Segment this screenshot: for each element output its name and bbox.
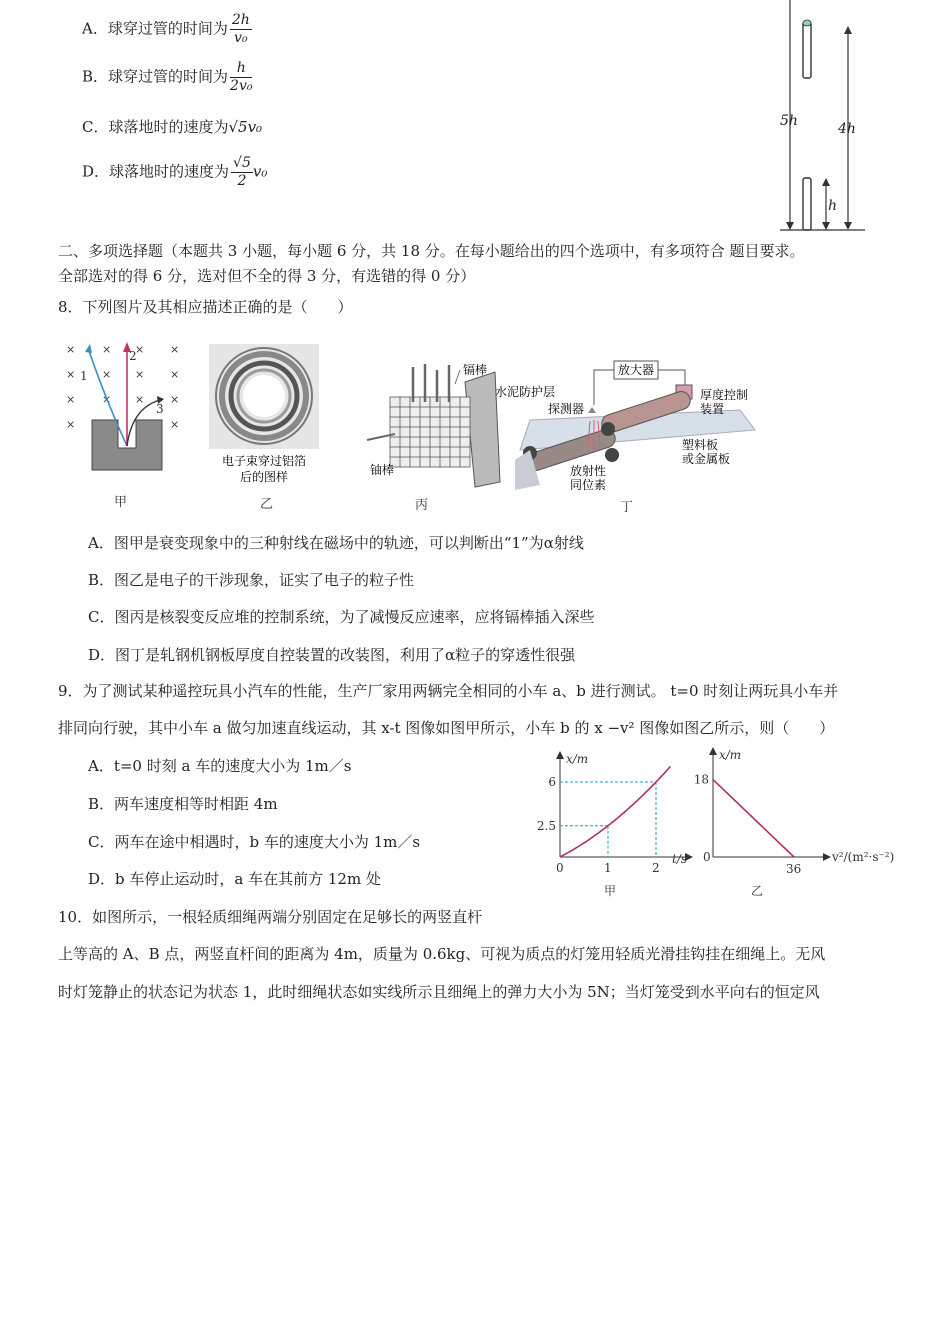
label-5h: 5h bbox=[780, 113, 798, 129]
q8-option-b: B．图乙是电子的干涉现象，证实了电子的粒子性 bbox=[88, 571, 415, 589]
q10-line2: 上等高的 A、B 点，两竖直杆间的距离为 4m，质量为 0.6kg、可视为质点的灯笼用轻质光滑挂钩挂在细绳上。无风 bbox=[58, 945, 826, 963]
x-axis-label: t/s bbox=[672, 852, 688, 866]
q9-option-d: D．b 车停止运动时，a 车在其前方 12m 处 bbox=[88, 870, 381, 888]
label-isotope-2: 同位素 bbox=[570, 478, 607, 492]
label-plate-1: 塑料板 bbox=[682, 438, 719, 452]
chart-yi-caption: 乙 bbox=[751, 884, 764, 898]
q7-option-a bbox=[82, 12, 252, 47]
q7-option-c-text: C．球落地时的速度为 bbox=[82, 118, 229, 136]
reactor-core-grid bbox=[390, 397, 470, 467]
x-tick-label: 0 bbox=[703, 850, 711, 864]
label-control-1: 厚度控制 bbox=[700, 388, 749, 402]
y-tick-label: 18 bbox=[693, 772, 709, 787]
q9-option-b: B．两车速度相等时相距 4m bbox=[88, 795, 278, 813]
magnetic-field-crosses bbox=[66, 343, 179, 431]
series-a-curve bbox=[560, 766, 670, 857]
q7-tube-figure bbox=[770, 0, 870, 236]
fig-yi-caption-2: 后的图样 bbox=[239, 470, 289, 484]
fraction: $\frac{√5}{2}$ bbox=[233, 155, 251, 189]
q10-line3: 时灯笼静止的状态记为状态 1，此时细绳状态如实线所示且细绳上的弹力大小为 5N；当灯笼受到水平向右的恒定风 bbox=[58, 983, 820, 1001]
label-plate-2: 或金属板 bbox=[682, 452, 731, 466]
svg-text:×: × bbox=[135, 343, 145, 356]
fraction: $\frac{h}{\text{2v₀}}$ bbox=[230, 60, 253, 94]
label-uranium: 铀棒 bbox=[370, 463, 395, 477]
q8-fig-ding bbox=[510, 355, 770, 520]
detector-icon bbox=[588, 407, 596, 413]
svg-text:×: × bbox=[102, 393, 112, 406]
q8-fig-yi bbox=[207, 342, 322, 512]
lower-tube bbox=[803, 178, 811, 230]
cadmium-rods bbox=[413, 364, 449, 402]
q9-option-a: A．t=0 时刻 a 车的速度大小为 1m／s bbox=[88, 757, 352, 775]
svg-text:×: × bbox=[66, 418, 76, 431]
label-isotope-1: 放射性 bbox=[570, 464, 607, 478]
label-4h: 4h bbox=[838, 121, 856, 137]
q9-line1: 9．为了测试某种遥控玩具小汽车的性能，生产厂家用两辆完全相同的小车 a、b 进行测试。 t=0 时刻让两玩具小车并 bbox=[58, 682, 839, 700]
y-tick-label: 2.5 bbox=[536, 818, 556, 833]
x-axis-label: v²/(m²·s⁻²) bbox=[832, 850, 895, 864]
q8-fig-jia bbox=[60, 338, 185, 518]
svg-text:×: × bbox=[66, 368, 76, 381]
q7-option-d-text: D．球落地时的速度为 bbox=[82, 162, 230, 181]
q8-option-a: A．图甲是衰变现象中的三种射线在磁场中的轨迹，可以判断出“1”为α射线 bbox=[88, 534, 584, 552]
q7-option-b-text: B．球穿过管的时间为 bbox=[82, 67, 229, 86]
section2-line2: 全部选对的得 6 分，选对但不全的得 3 分，有选错的得 0 分） bbox=[58, 267, 476, 285]
x-tick-label: 36 bbox=[786, 862, 802, 876]
svg-text:×: × bbox=[170, 418, 180, 431]
label-control-2: 装置 bbox=[700, 402, 725, 416]
fig-yi-caption-1: 电子束穿过铝箔 bbox=[221, 454, 307, 468]
x-tick-label: 0 bbox=[556, 861, 564, 875]
ray-3-label: 3 bbox=[156, 402, 164, 416]
fig-bing-caption: 丙 bbox=[415, 498, 429, 513]
svg-text:×: × bbox=[135, 368, 145, 381]
upper-tube bbox=[803, 22, 811, 78]
ray-1-label: 1 bbox=[80, 369, 88, 383]
x-tick-label: 2 bbox=[652, 861, 660, 875]
q7-option-b bbox=[82, 60, 252, 95]
svg-text:×: × bbox=[170, 343, 180, 356]
q9-line2: 排同向行驶，其中小车 a 做匀加速直线运动，其 x-t 图像如图甲所示，小车 b 的 x −v² 图像如图乙所示，则（ ） bbox=[58, 719, 835, 737]
fig-yi-caption: 乙 bbox=[260, 497, 274, 512]
label-detector: 探测器 bbox=[548, 402, 585, 416]
ball bbox=[803, 20, 811, 26]
chart-jia-caption: 甲 bbox=[604, 884, 617, 898]
ray-2-label: 2 bbox=[129, 349, 137, 363]
y-axis-label: x/m bbox=[566, 752, 589, 766]
q9-chart-jia bbox=[530, 745, 700, 900]
svg-text:×: × bbox=[102, 343, 112, 356]
q7-option-d: D．球落地时的速度为 $\frac{√5}{2}$ v₀ bbox=[82, 155, 268, 189]
q8-fig-bing bbox=[365, 362, 556, 517]
q10-line1: 10．如图所示，一根轻质细绳两端分别固定在足够长的两竖直杆 bbox=[58, 908, 483, 926]
label-cadmium: 镉棒 bbox=[463, 363, 488, 377]
q8-option-d: D．图丁是轧钢机钢板厚度自控装置的改装图，利用了α粒子的穿透性很强 bbox=[88, 646, 576, 664]
fig-jia-caption: 甲 bbox=[114, 495, 128, 510]
section2-line1: 二、多项选择题（本题共 3 小题，每小题 6 分，共 18 分。在每小题给出的四个选项中，有多项符合 题目要求。 bbox=[58, 242, 805, 260]
svg-text:×: × bbox=[170, 368, 180, 381]
svg-text:×: × bbox=[170, 393, 180, 406]
label-concrete: 水泥防护层 bbox=[495, 385, 556, 399]
q8-stem: 8．下列图片及其相应描述正确的是（ ） bbox=[58, 298, 353, 316]
q7-option-a-text: A．球穿过管的时间为 bbox=[82, 19, 228, 38]
svg-text:×: × bbox=[102, 368, 112, 381]
q8-option-c: C．图丙是核裂变反应堆的控制系统，为了减慢反应速率，应将镉棒插入深些 bbox=[88, 608, 595, 626]
x-tick-label: 1 bbox=[604, 861, 612, 875]
q7-option-c-value: √5v₀ bbox=[228, 118, 263, 136]
diffraction-rings bbox=[243, 375, 285, 417]
y-tick-label: 6 bbox=[548, 775, 556, 789]
q7-option-c bbox=[82, 116, 262, 137]
series-b-line bbox=[713, 780, 794, 857]
label-amplifier: 放大器 bbox=[617, 363, 655, 377]
q9-option-c: C．两车在途中相遇时，b 车的速度大小为 1m／s bbox=[88, 833, 421, 851]
svg-text:×: × bbox=[135, 393, 145, 406]
q9-chart-yi bbox=[695, 745, 910, 900]
y-axis-label: x/m bbox=[719, 748, 742, 762]
label-h: h bbox=[828, 198, 838, 214]
fig-ding-caption: 丁 bbox=[620, 500, 634, 515]
svg-text:×: × bbox=[66, 343, 76, 356]
svg-text:×: × bbox=[66, 393, 76, 406]
fraction: $\frac{2h}{\text{v₀}}$ bbox=[231, 12, 250, 46]
